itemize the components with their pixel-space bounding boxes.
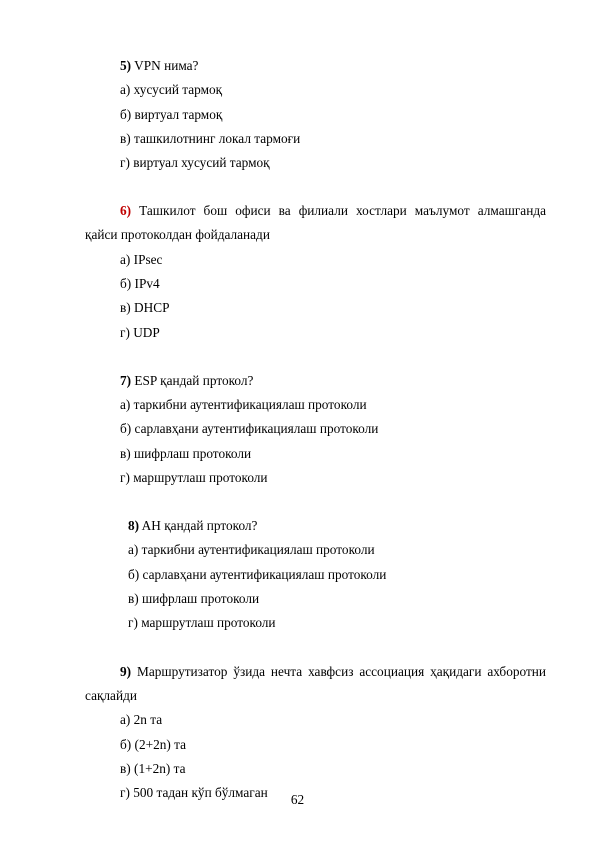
page-number: 62	[290, 792, 305, 807]
question-number: 5)	[120, 58, 132, 73]
question-9-stem-cont: сақлайди	[85, 688, 137, 703]
question-text-line1: Ташкилот бош офиси ва филиали хостлари маълумот алмашганда	[139, 203, 546, 218]
option-a: а) таркибни аутентификациялаш протоколи	[128, 542, 375, 557]
option-g: г) маршрутлаш протоколи	[120, 470, 268, 485]
question-number: 8)	[128, 518, 140, 533]
question-text: AH қандай пртокол?	[141, 518, 258, 533]
question-text-line1: Маршрутизатор ўзида нечта хавфсиз ассоциация ҳақидаги ахборотни	[137, 664, 547, 679]
option-v: в) шифрлаш протоколи	[120, 446, 252, 461]
option-b: б) сарлавҳани аутентификациялаш протоколи	[128, 567, 387, 582]
option-g: г) 500 тадан кўп бўлмаган	[120, 785, 268, 800]
question-number: 7)	[120, 373, 132, 388]
option-g: г) маршрутлаш протоколи	[128, 615, 276, 630]
question-5-stem	[120, 58, 198, 74]
question-number: 6)	[120, 203, 132, 218]
option-b: б) (2+2n) та	[120, 737, 187, 752]
option-a: а) хусусий тармоқ	[120, 82, 223, 97]
option-g: г) UDP	[120, 325, 160, 340]
option-g: г) виртуал хусусий тармоқ	[120, 155, 270, 170]
option-b: б) IPv4	[120, 276, 160, 291]
option-v: в) шифрлаш протоколи	[128, 591, 260, 606]
question-text: ESP қандай пртокол?	[134, 373, 254, 388]
option-b: б) виртуал тармоқ	[120, 107, 223, 122]
question-6-stem	[85, 203, 546, 219]
option-v: в) (1+2n) та	[120, 761, 186, 776]
question-8-stem	[128, 518, 257, 534]
question-number: 9)	[120, 664, 132, 679]
option-a: а) 2n та	[120, 712, 163, 727]
option-v: в) DHCP	[120, 300, 170, 315]
question-text: VPN нима?	[134, 58, 199, 73]
option-a: а) таркибни аутентификациялаш протоколи	[120, 397, 367, 412]
option-a: а) IPsec	[120, 252, 163, 267]
option-b: б) сарлавҳани аутентификациялаш протоколи	[120, 421, 379, 436]
option-v: в) ташкилотнинг локал тармоғи	[120, 131, 301, 146]
question-6-stem-cont: қайси протоколдан фойдаланади	[85, 227, 270, 242]
question-9-stem	[85, 664, 546, 680]
question-7-stem	[120, 373, 253, 389]
